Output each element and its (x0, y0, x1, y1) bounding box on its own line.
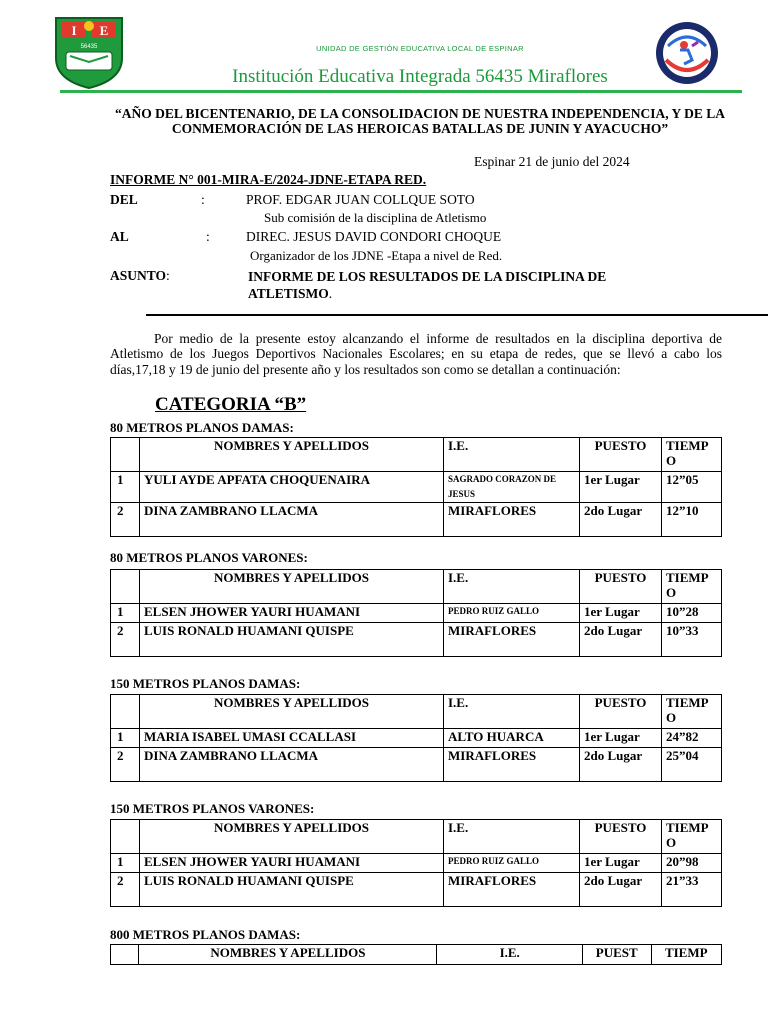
to-role: Organizador de los JDNE -Etapa a nivel de Red. (250, 248, 503, 263)
to-name: DIREC. JESUS DAVID CONDORI CHOQUE (246, 229, 502, 244)
section-title: 80 METROS PLANOS DAMAS: (110, 420, 294, 435)
school-crest-logo (52, 14, 126, 90)
section-title: 150 METROS PLANOS DAMAS: (110, 676, 301, 691)
table-row: 2 LUIS RONALD HUAMANI QUISPE MIRAFLORES 2do Lugar 10”33 (111, 623, 722, 657)
table-row: 1 ELSEN JHOWER YAURI HUAMANI PEDRO RUIZ GALLO 1er Lugar 10”28 (111, 604, 722, 623)
intro-paragraph: Por medio de la presente estoy alcanzando el informe de resultados en la disciplina deportiva de Atletismo de los Juegos Deportivos Nacionales Escolares; en su etapa de redes, que se llevó a cabo los días,17,18 y 19 de junio del presente año y los resultados son como se detallan a continuación: (110, 331, 722, 377)
document-date: Espinar 21 de junio del 2024 (474, 154, 630, 169)
table-header-row: NOMBRES Y APELLIDOS I.E. PUEST TIEMP (111, 945, 722, 965)
table-header-row: NOMBRES Y APELLIDOS I.E. PUESTO TIEMP O (111, 820, 722, 854)
crest-letter-e: E (99, 23, 109, 38)
to-label: AL (110, 229, 129, 244)
table-row: 1 YULI AYDE APFATA CHOQUENAIRA SAGRADO CORAZON DE JESUS 1er Lugar 12”05 (111, 472, 722, 503)
svg-text:56435: 56435 (80, 44, 98, 50)
report-number: INFORME N° 001-MIRA-E/2024-JDNE-ETAPA RED. (110, 172, 427, 187)
table-row: 2 DINA ZAMBRANO LLACMA MIRAFLORES 2do Lugar 25”04 (111, 748, 722, 782)
year-title: “AÑO DEL BICENTENARIO, DE LA CONSOLIDACION DE NUESTRA INDEPENDENCIA, Y DE LA CONMEMORACIÓN DE LAS HEROICAS BATALLAS DE JUNIN Y AYACUCHO” (115, 106, 725, 136)
results-table (110, 819, 722, 907)
table-row: 1 MARIA ISABEL UMASI CCALLASI ALTO HUARCA 1er Lugar 24”82 (111, 729, 722, 748)
results-table (110, 569, 722, 657)
table-header-row: NOMBRES Y APELLIDOS I.E. PUESTO TIEMP O (111, 570, 722, 604)
category-title: CATEGORIA “B” (155, 394, 307, 415)
table-row: 2 LUIS RONALD HUAMANI QUISPE MIRAFLORES 2do Lugar 21”33 (111, 873, 722, 907)
col-place: PUESTO (580, 438, 662, 472)
table-header-row: NOMBRES Y APELLIDOS I.E. PUESTO TIEMP O (111, 695, 722, 729)
subject-separator (146, 314, 768, 316)
subject-label: ASUNTO: (110, 268, 170, 283)
results-table (110, 694, 722, 782)
col-ie: I.E. (444, 438, 580, 472)
subject-value: INFORME DE LOS RESULTADOS DE LA DISCIPLINA DE ATLETISMO. (248, 269, 607, 301)
from-name: PROF. EDGAR JUAN COLLQUE SOTO (246, 192, 475, 207)
section-title: 800 METROS PLANOS DAMAS: (110, 927, 301, 942)
table-header-row (111, 438, 722, 472)
col-names: NOMBRES Y APELLIDOS (140, 438, 444, 472)
col-time: TIEMP O (662, 438, 722, 472)
table-row: 2 DINA ZAMBRANO LLACMA MIRAFLORES 2do Lugar 12”10 (111, 503, 722, 537)
results-table (110, 944, 722, 965)
from-role: Sub comisión de la disciplina de Atletismo (264, 210, 487, 225)
crest-letter-i: I (71, 23, 77, 38)
section-title: 80 METROS PLANOS VARONES: (110, 550, 308, 565)
results-table (110, 437, 722, 537)
from-colon: : (201, 192, 205, 207)
col-number (111, 438, 140, 472)
to-colon: : (206, 229, 210, 244)
ugel-header-text: UNIDAD DE GESTIÓN EDUCATIVA LOCAL DE ESPINAR (316, 44, 524, 53)
from-label: DEL (110, 192, 138, 207)
table-row: 1 ELSEN JHOWER YAURI HUAMANI PEDRO RUIZ GALLO 1er Lugar 20”98 (111, 854, 722, 873)
institution-name: Institución Educativa Integrada 56435 Miraflores (232, 66, 608, 87)
header-divider (60, 90, 742, 93)
section-title: 150 METROS PLANOS VARONES: (110, 801, 315, 816)
